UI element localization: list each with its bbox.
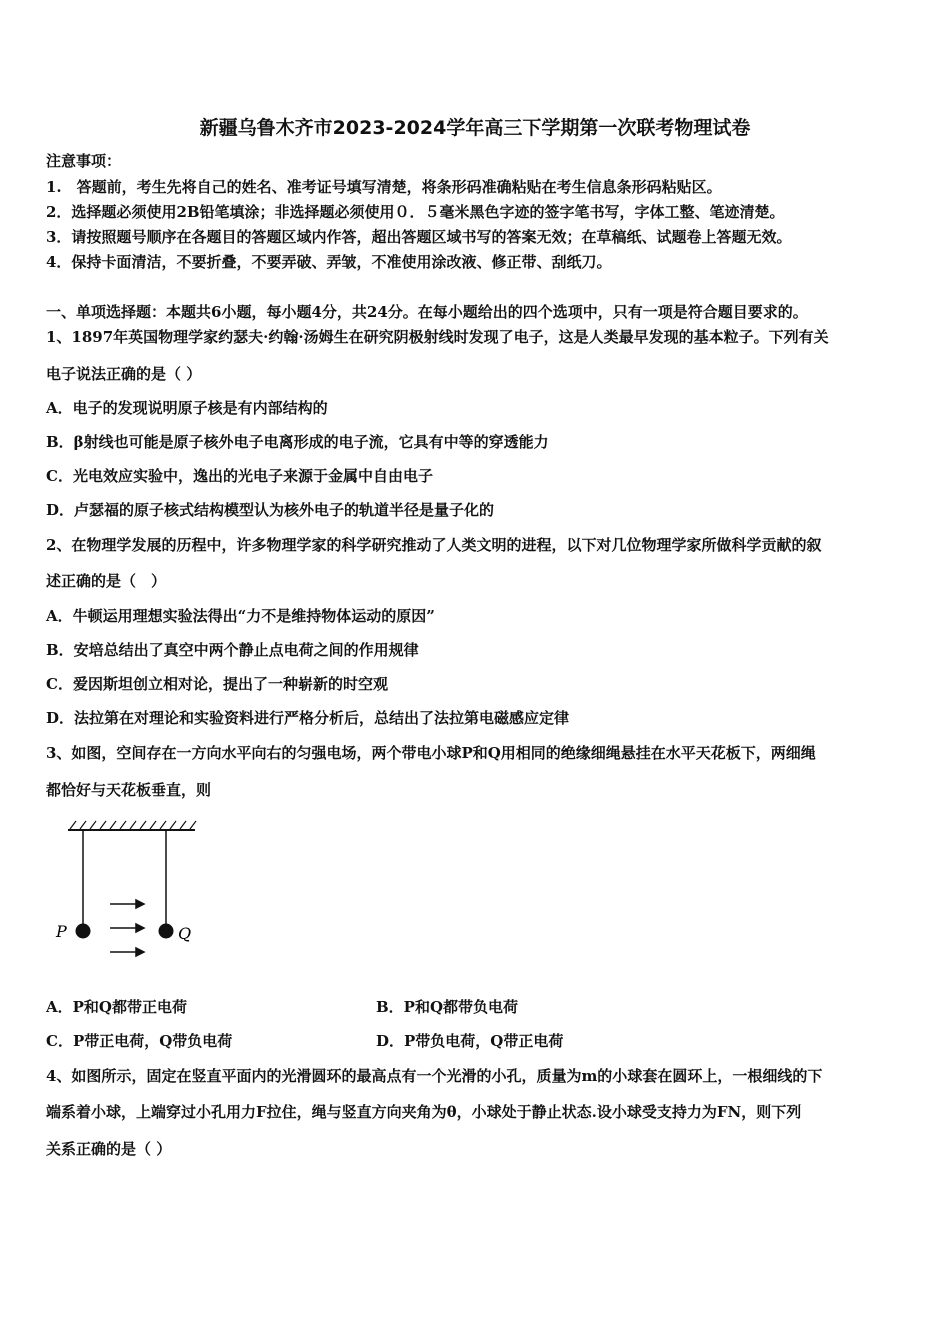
ball-p: [76, 924, 91, 939]
label-p: P: [56, 922, 67, 941]
q2-option-b: B．安培总结出了真空中两个静止点电荷之间的作用规律: [46, 641, 419, 659]
notice-item-1: 1. 答题前，考生先将自己的姓名、准考证号填写清楚，将条形码准确粘贴在考生信息条形码粘贴区。: [46, 178, 722, 196]
q3-option-b: B．P和Q都带负电荷: [376, 998, 519, 1016]
q2-option-c: C．爱因斯坦创立相对论，提出了一种崭新的时空观: [46, 675, 388, 693]
q4-stem-line-2: 端系着小球，上端穿过小孔用力F拉住，绳与竖直方向夹角为θ，小球处于静止状态.设小球受支持力为FN，则下列: [46, 1103, 802, 1121]
notice-item-3: 3．请按照题号顺序在各题目的答题区域内作答，超出答题区域书写的答案无效；在草稿纸、试题卷上答题无效。: [46, 228, 792, 246]
notice-heading: 注意事项：: [46, 152, 122, 170]
paper-title: 新疆乌鲁木齐市2023-2024学年高三下学期第一次联考物理试卷: [199, 117, 751, 139]
q3-figure: [50, 818, 210, 968]
q3-stem-line-1: 3、如图，空间存在一方向水平向右的匀强电场，两个带电小球P和Q用相同的绝缘细绳悬挂在水平天花板下，两细绳: [46, 744, 816, 762]
notice-item-2: 2．选择题必须使用2B铅笔填涂；非选择题必须使用０．５毫米黑色字迹的签字笔书写，字体工整、笔迹清楚。: [46, 203, 785, 221]
ceiling-hatching: [70, 821, 196, 829]
q1-stem-line-1: 1、1897年英国物理学家约瑟夫·约翰·汤姆生在研究阴极射线时发现了电子，这是人类最早发现的基本粒子。下列有关: [46, 328, 829, 346]
notice-item-4: 4．保持卡面清洁，不要折叠，不要弄破、弄皱，不准使用涂改液、修正带、刮纸刀。: [46, 253, 612, 271]
q3-option-c: C．P带正电荷，Q带负电荷: [46, 1032, 233, 1050]
q4-stem-line-1: 4、如图所示，固定在竖直平面内的光滑圆环的最高点有一个光滑的小孔，质量为m的小球套在圆环上，一根细线的下: [46, 1067, 823, 1085]
ball-q: [159, 924, 174, 939]
q1-option-c: C．光电效应实验中，逸出的光电子来源于金属中自由电子: [46, 467, 433, 485]
q2-option-d: D．法拉第在对理论和实验资料进行严格分析后，总结出了法拉第电磁感应定律: [46, 709, 570, 727]
q3-stem-line-2: 都恰好与天花板垂直，则: [46, 781, 212, 799]
section-1-heading: 一、单项选择题：本题共6小题，每小题4分，共24分。在每小题给出的四个选项中，只有一项是符合题目要求的。: [46, 303, 808, 321]
q1-stem-line-2: 电子说法正确的是（ ）: [46, 365, 202, 383]
q1-option-d: D．卢瑟福的原子核式结构模型认为核外电子的轨道半径是量子化的: [46, 501, 495, 519]
q1-option-a: A．电子的发现说明原子核是有内部结构的: [46, 399, 328, 417]
q2-stem-line-2: 述正确的是（ ）: [46, 572, 167, 590]
q1-option-b: B．β射线也可能是原子核外电子电离形成的电子流，它具有中等的穿透能力: [46, 433, 549, 451]
q2-option-a: A．牛顿运用理想实验法得出“力不是维持物体运动的原因”: [46, 607, 435, 625]
label-q: Q: [178, 924, 192, 943]
q4-stem-line-3: 关系正确的是（ ）: [46, 1140, 172, 1158]
q3-option-a: A．P和Q都带正电荷: [46, 998, 187, 1016]
q2-stem-line-1: 2、在物理学发展的历程中，许多物理学家的科学研究推动了人类文明的进程，以下对几位物理学家所做科学贡献的叙: [46, 536, 822, 554]
field-arrows: [110, 900, 144, 956]
q3-option-d: D．P带负电荷，Q带正电荷: [376, 1032, 564, 1050]
